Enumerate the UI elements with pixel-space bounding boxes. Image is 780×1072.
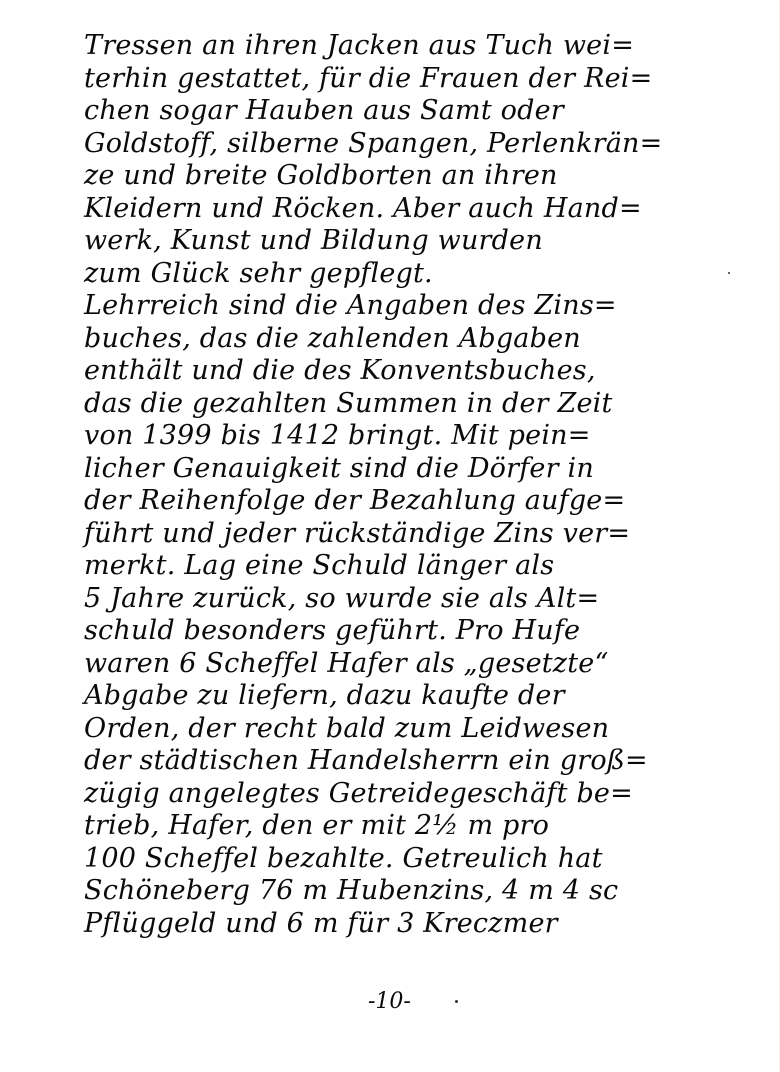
text-line: trieb, Hafer, den er mit 2½ m pro [84,810,550,841]
text-line: 5 Jahre zurück, so wurde sie als Alt= [84,582,600,614]
text-line: Tressen an ihren Jacken aus Tuch wei= [84,30,635,61]
text-line: Orden, der recht bald zum Leidwesen [84,712,610,744]
text-line: ze und breite Goldborten an ihren [84,160,558,191]
text-line: buches, das die zahlenden Abgaben [84,322,581,354]
text-line: chen sogar Hauben aus Samt oder [84,95,564,126]
page-number: -10- [368,989,411,1014]
text-line: Goldstoff, silberne Spangen, Perlenkrän= [84,127,663,159]
text-line: licher Genauigkeit sind die Dörfer in [84,452,594,484]
text-line: von 1399 bis 1412 bringt. Mit pein= [84,420,591,451]
text-line: Kleidern und Röcken. Aber auch Hand= [84,192,642,224]
text-line: enthält und die des Konventsbuches, [84,355,596,386]
text-line: Lehrreich sind die Angaben des Zins= [84,290,617,321]
text-line: waren 6 Scheffel Hafer als „gesetzte“ [84,647,609,679]
text-line: zum Glück sehr gepflegt. [84,257,433,289]
ink-dot [728,272,730,274]
text-line: 100 Scheffel bezahlte. Getreulich hat [84,842,603,874]
text-line: Schöneberg 76 m Hubenzins, 4 m 4 sc [84,875,619,906]
text-line: schuld besonders geführt. Pro Hufe [84,615,581,646]
text-line: terhin gestattet, für die Frauen der Rei= [84,62,653,94]
text-line: Pflüggeld und 6 m für 3 Kreczmer [84,907,558,939]
text-line: Abgabe zu liefern, dazu kaufte der [84,680,565,711]
text-line: zügig angelegtes Getreidegeschäft be= [84,777,633,809]
text-line: das die gezahlten Summen in der Zeit [84,387,613,419]
text-line: merkt. Lag eine Schuld länger als [84,550,555,581]
text-line: führt und jeder rückständige Zins ver= [84,517,631,549]
handwritten-text-body [84,30,724,940]
text-line: der Reihenfolge der Bezahlung aufge= [84,485,626,516]
text-line: der städtischen Handelsherrn ein groß= [84,745,648,776]
ink-dot [455,1000,458,1003]
text-line: werk, Kunst und Bildung wurden [84,225,543,256]
